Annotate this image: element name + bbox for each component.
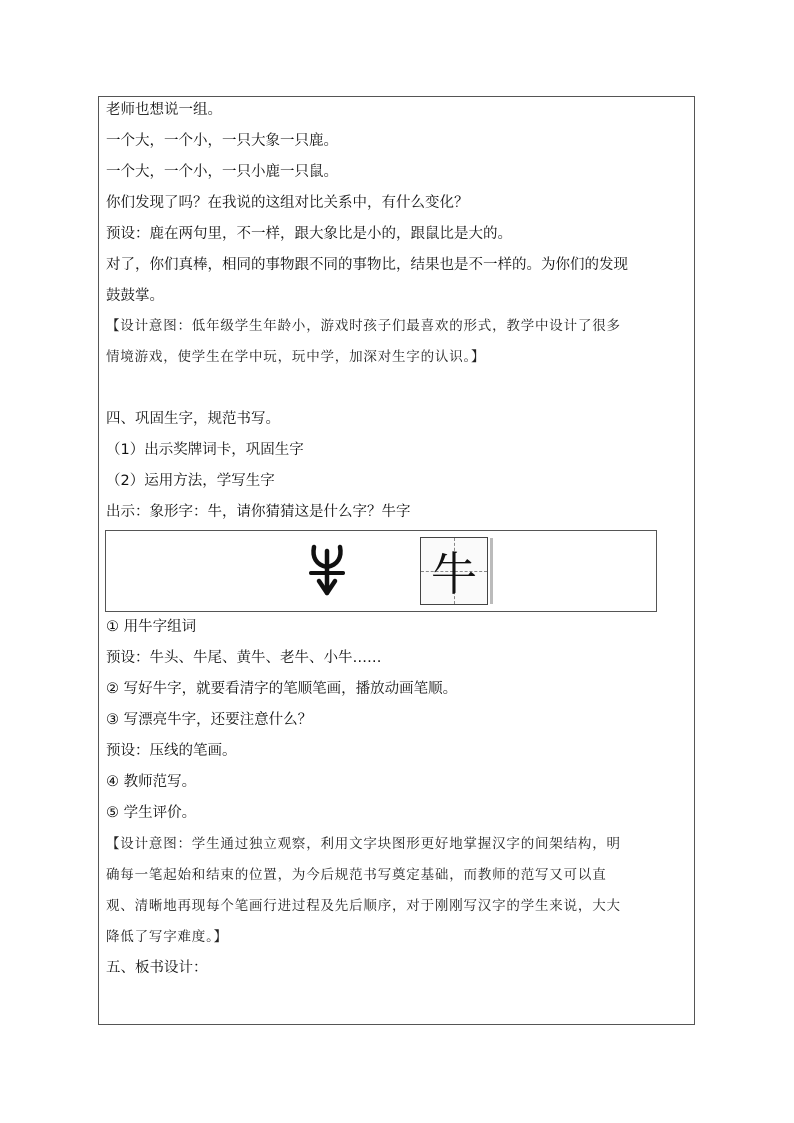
lesson-table-cell (98, 96, 695, 1025)
list-item: ④ 教师范写。 (106, 774, 197, 790)
oracle-bone-niu-icon (309, 543, 345, 601)
text-line: 对了，你们真棒，相同的事物跟不同的事物比，结果也是不一样的。为你们的发现 (106, 257, 628, 273)
text-line: 鼓鼓掌。 (106, 288, 164, 304)
text-line: 一个大，一个小，一只大象一只鹿。 (106, 133, 338, 149)
text-line: 预设：牛头、牛尾、黄牛、老牛、小牛…… (106, 650, 382, 666)
design-note-line: 【设计意图：学生通过独立观察，利用文字块图形更好地掌握汉字的间架结构，明 (106, 836, 621, 852)
niu-character: 牛 (431, 547, 477, 601)
text-line: 老师也想说一组。 (106, 102, 222, 118)
text-line: 预设：压线的笔画。 (106, 743, 237, 759)
text-line: 出示：象形字：牛，请你猜猜这是什么字？牛字 (106, 504, 411, 520)
section-heading: 五、板书设计： (106, 960, 208, 976)
section-heading: 四、巩固生字，规范书写。 (106, 411, 280, 427)
character-figure-box (105, 530, 657, 612)
design-note-line: 确每一笔起始和结束的位置，为今后规范书写奠定基础，而教师的范写又可以直 (106, 867, 607, 883)
text-line: （2）运用方法，学写生字 (106, 473, 275, 489)
text-line: 一个大，一个小，一只小鹿一只鼠。 (106, 164, 338, 180)
list-item: ② 写好牛字，就要看清字的笔顺笔画，播放动画笔顺。 (106, 681, 458, 697)
list-item: ① 用牛字组词 (106, 619, 197, 635)
text-line: 你们发现了吗？在我说的这组对比关系中，有什么变化？ (106, 195, 469, 211)
text-line: （1）出示奖牌词卡，巩固生字 (106, 442, 304, 458)
text-line: 预设：鹿在两句里，不一样，跟大象比是小的，跟鼠比是大的。 (106, 226, 512, 242)
tianzige-writing-grid (420, 537, 488, 605)
design-note-line: 【设计意图：低年级学生年龄小，游戏时孩子们最喜欢的形式，教学中设计了很多 (106, 318, 621, 334)
design-note-line: 降低了写字难度。】 (106, 929, 228, 945)
list-item: ③ 写漂亮牛字，还要注意什么？ (106, 712, 313, 728)
design-note-line: 情境游戏，使学生在学中玩，玩中学，加深对生字的认识。】 (106, 349, 486, 365)
design-note-line: 观、清晰地再现每个笔画行进过程及先后顺序，对于刚刚写汉字的学生来说，大大 (106, 898, 621, 914)
lesson-content (106, 101, 686, 978)
list-item: ⑤ 学生评价。 (106, 805, 197, 821)
